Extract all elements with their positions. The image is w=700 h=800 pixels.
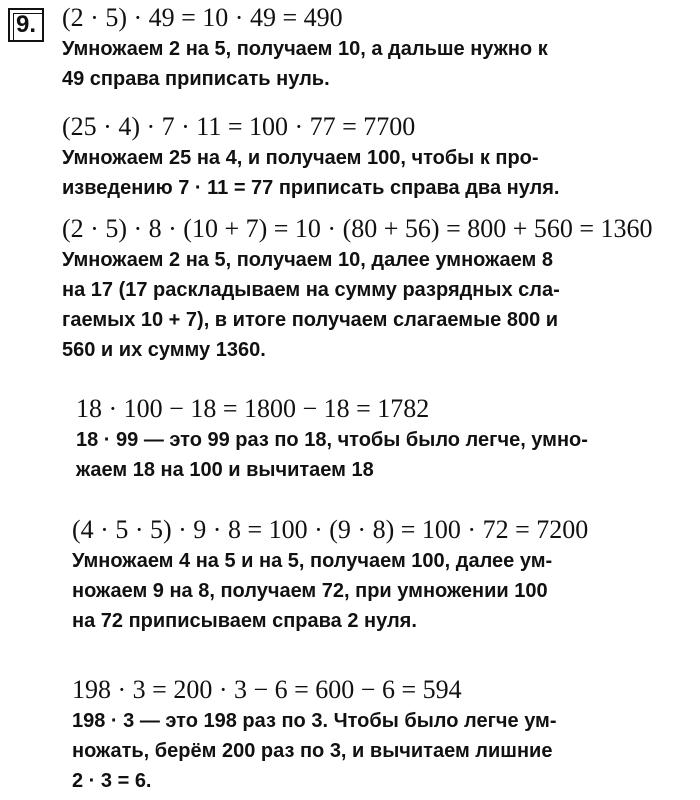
solution-block-4 xyxy=(76,395,692,485)
explanation-line: ножать, берём 200 раз по 3, и вычитаем лишние xyxy=(72,740,553,762)
formula: 198 · 3 = 200 · 3 − 6 = 600 − 6 = 594 xyxy=(72,675,462,704)
explanation-line: 2 · 3 = 6. xyxy=(72,770,152,792)
explanation-line: 560 и их сумму 1360. xyxy=(62,339,266,361)
explanation-line: Умножаем 25 на 4, и получаем 100, чтобы к про- xyxy=(62,147,539,169)
explanation-line: на 72 приписываем справа 2 нуля. xyxy=(72,610,417,632)
explanation-line: 49 справа приписать нуль. xyxy=(62,68,330,90)
solution-block-1 xyxy=(62,4,692,94)
explanation-line: 18 · 99 — это 99 раз по 18, чтобы было легче, умно- xyxy=(76,429,588,451)
task-number-badge: 9. xyxy=(8,8,44,42)
explanation-line: на 17 (17 раскладываем на сумму разрядных сла- xyxy=(62,279,560,301)
explanation-line: Умножаем 2 на 5, получаем 10, далее умножаем 8 xyxy=(62,249,554,271)
formula: (4 · 5 · 5) · 9 · 8 = 100 · (9 · 8) = 100 · 72 = 7200 xyxy=(72,515,589,544)
formula: (25 · 4) · 7 · 11 = 100 · 77 = 7700 xyxy=(62,112,416,141)
formula: (2 · 5) · 8 · (10 + 7) = 10 · (80 + 56) = 800 + 560 = 1360 xyxy=(62,214,653,243)
solution-block-5 xyxy=(72,516,692,636)
solution-block-3 xyxy=(62,215,692,365)
explanation-line: Умножаем 4 на 5 и на 5, получаем 100, далее ум- xyxy=(72,550,553,572)
explanation-line: Умножаем 2 на 5, получаем 10, а дальше нужно к xyxy=(62,38,548,60)
explanation-line: изведению 7 · 11 = 77 приписать справа два нуля. xyxy=(62,177,560,199)
formula: 18 · 100 − 18 = 1800 − 18 = 1782 xyxy=(76,394,430,423)
explanation-line: жаем 18 на 100 и вычитаем 18 xyxy=(76,459,374,481)
solution-block-6 xyxy=(72,676,692,796)
explanation-line: гаемых 10 + 7), в итоге получаем слагаемые 800 и xyxy=(62,309,559,331)
solution-block-2 xyxy=(62,113,692,203)
explanation-line: 198 · 3 — это 198 раз по 3. Чтобы было легче ум- xyxy=(72,710,557,732)
explanation-line: ножаем 9 на 8, получаем 72, при умножении 100 xyxy=(72,580,548,602)
formula: (2 · 5) · 49 = 10 · 49 = 490 xyxy=(62,3,343,32)
